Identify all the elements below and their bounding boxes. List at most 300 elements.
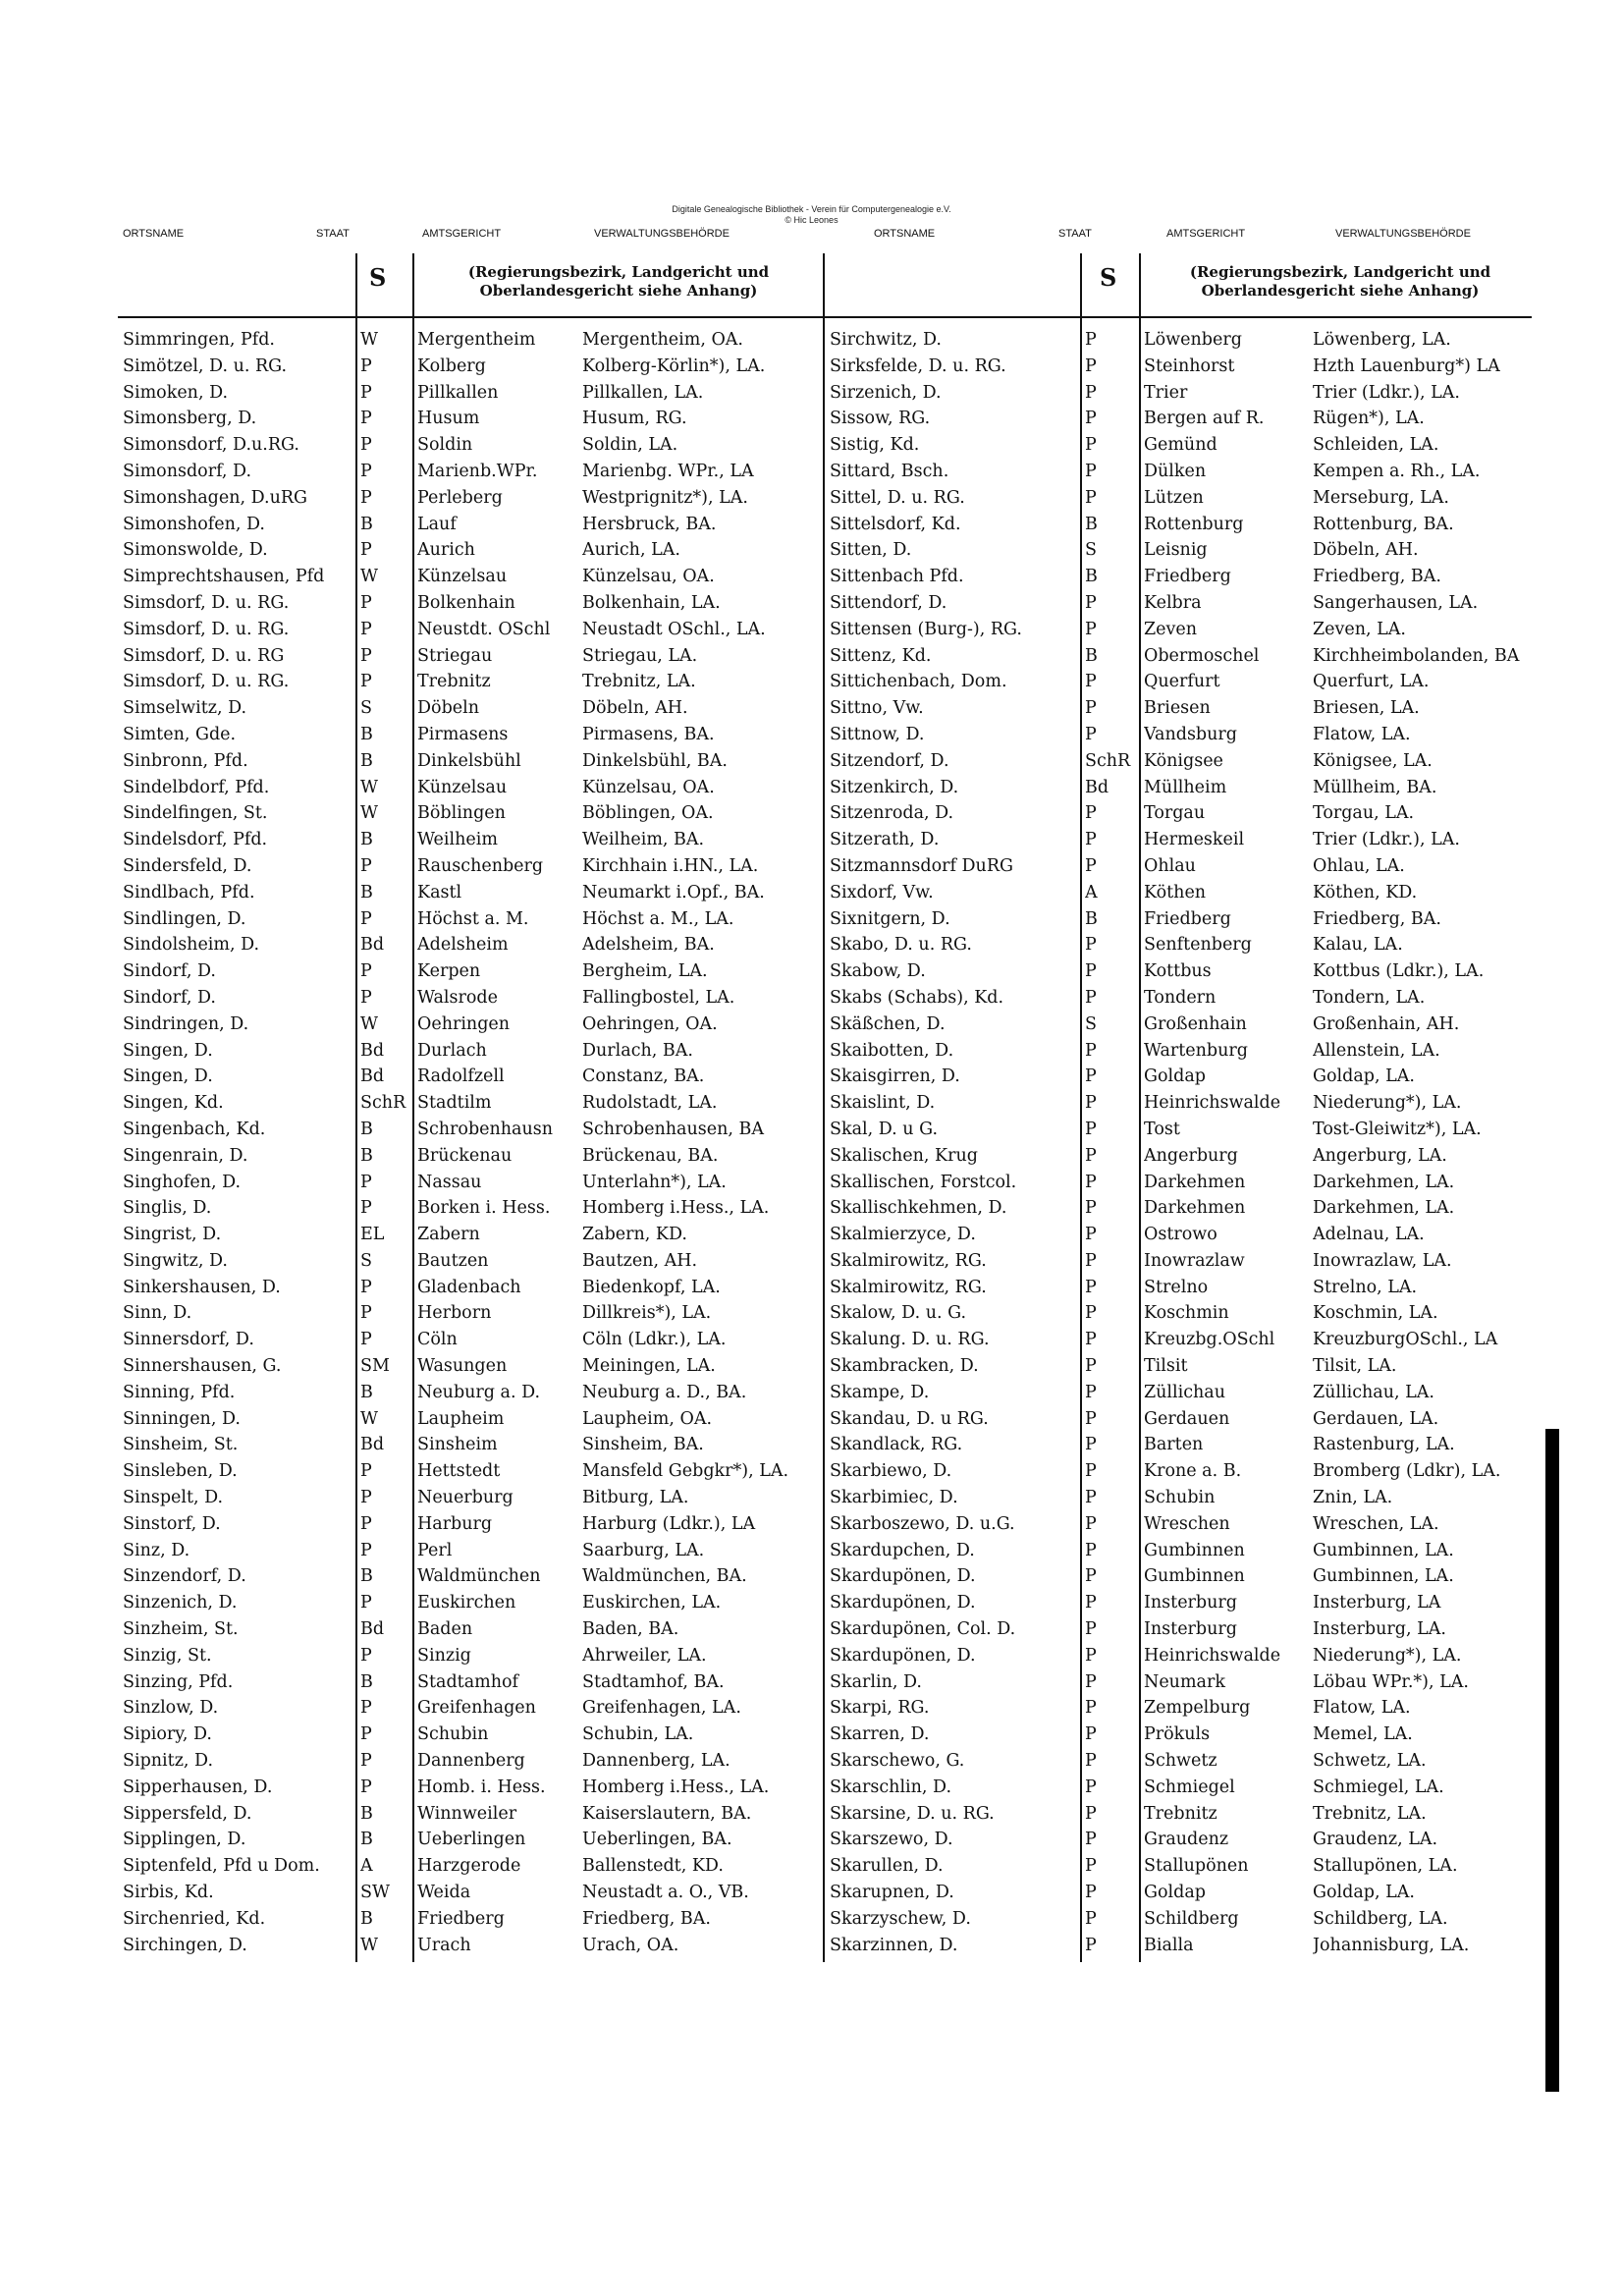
cell-staat: B — [1085, 567, 1098, 587]
cell-verwaltung: Pirmasens, BA. — [582, 724, 715, 744]
cell-ortsname: Skambracken, D. — [830, 1356, 979, 1377]
cell-ortsname: Sindorf, D. — [123, 987, 216, 1008]
cell-verwaltung: Dillkreis*), LA. — [582, 1303, 712, 1324]
cell-amtsgericht: Goldap — [1144, 1066, 1206, 1087]
cell-verwaltung: Rastenburg, LA. — [1313, 1435, 1455, 1455]
cell-ortsname: Singwitz, D. — [123, 1250, 228, 1271]
cell-ortsname: Skarzyschew, D. — [830, 1908, 971, 1929]
cell-verwaltung: Laupheim, OA. — [582, 1408, 713, 1429]
cell-amtsgericht: Höchst a. M. — [417, 908, 529, 929]
cell-ortsname: Skarbiewo, D. — [830, 1461, 952, 1482]
cell-staat: P — [360, 382, 372, 403]
staat-symbol-right: S — [1100, 263, 1117, 292]
cell-amtsgericht: Gerdauen — [1144, 1408, 1230, 1429]
cell-staat: P — [1085, 1225, 1097, 1245]
table-row — [123, 1353, 825, 1380]
cell-verwaltung: Kaiserslautern, BA. — [582, 1803, 752, 1824]
cell-staat: P — [1085, 1751, 1097, 1772]
table-row — [123, 1511, 825, 1538]
cell-verwaltung: Constanz, BA. — [582, 1066, 705, 1087]
cell-staat: P — [1085, 1488, 1097, 1508]
cell-verwaltung: Soldin, LA. — [582, 435, 678, 456]
cell-amtsgericht: Schwetz — [1144, 1751, 1217, 1772]
cell-ortsname: Sinzing, Pfd. — [123, 1671, 234, 1692]
table-row — [123, 1011, 825, 1038]
cell-verwaltung: Weilheim, BA. — [582, 830, 705, 850]
cell-verwaltung: Znin, LA. — [1313, 1488, 1393, 1508]
cell-ortsname: Skarboszewo, D. u.G. — [830, 1513, 1015, 1534]
cell-staat: P — [360, 592, 372, 613]
cell-ortsname: Sirchwitz, D. — [830, 330, 942, 350]
table-row — [830, 1906, 1537, 1933]
cell-ortsname: Sitzenkirch, D. — [830, 777, 959, 797]
scan-edge-bar — [1545, 1429, 1559, 2092]
cell-verwaltung: Goldap, LA. — [1313, 1883, 1415, 1903]
cell-staat: P — [360, 1777, 372, 1797]
cell-amtsgericht: Tilsit — [1144, 1356, 1188, 1377]
cell-staat: P — [360, 461, 372, 481]
table-row — [830, 406, 1537, 432]
table-row — [123, 1669, 825, 1696]
table-row — [123, 985, 825, 1011]
cell-staat: P — [1085, 1119, 1097, 1139]
cell-staat: P — [360, 645, 372, 666]
table-row — [830, 1933, 1537, 1959]
cell-staat: B — [1085, 645, 1098, 666]
cell-staat: B — [360, 1382, 373, 1402]
cell-amtsgericht: Pillkallen — [417, 382, 499, 403]
cell-verwaltung: Kirchhain i.HN., LA. — [582, 855, 759, 876]
table-row — [830, 1275, 1537, 1301]
cell-verwaltung: Sinsheim, BA. — [582, 1435, 704, 1455]
cell-amtsgericht: Durlach — [417, 1040, 487, 1061]
cell-ortsname: Sittichenbach, Dom. — [830, 672, 1007, 692]
cell-ortsname: Sinzenich, D. — [123, 1593, 238, 1613]
cell-ortsname: Skarszewo, D. — [830, 1830, 953, 1850]
cell-amtsgericht: Sinsheim — [417, 1435, 498, 1455]
cell-amtsgericht: Brückenau — [417, 1145, 513, 1166]
cell-verwaltung: Briesen, LA. — [1313, 698, 1420, 719]
cell-staat: P — [1085, 1435, 1097, 1455]
cell-verwaltung: Johannisburg, LA. — [1313, 1935, 1470, 1955]
cell-verwaltung: Schrobenhausen, BA — [582, 1119, 764, 1139]
cell-staat: B — [360, 1119, 373, 1139]
table-row — [123, 1195, 825, 1222]
table-row — [830, 354, 1537, 380]
table-row — [830, 512, 1537, 538]
cell-verwaltung: Rügen*), LA. — [1313, 409, 1425, 429]
cell-amtsgericht: Leisnig — [1144, 540, 1208, 561]
table-row — [123, 958, 825, 985]
cell-verwaltung: Euskirchen, LA. — [582, 1593, 722, 1613]
cell-ortsname: Sipnitz, D. — [123, 1751, 214, 1772]
table-row — [830, 1327, 1537, 1353]
cell-amtsgericht: Stadtamhof — [417, 1671, 519, 1692]
right-entries — [830, 327, 1537, 1958]
cell-amtsgericht: Gumbinnen — [1144, 1566, 1245, 1587]
cell-ortsname: Singen, D. — [123, 1066, 213, 1087]
cell-verwaltung: Zabern, KD. — [582, 1225, 687, 1245]
cell-amtsgericht: Angerburg — [1144, 1145, 1238, 1166]
cell-amtsgericht: Stadtilm — [417, 1093, 492, 1114]
cell-verwaltung: Schmiegel, LA. — [1313, 1777, 1444, 1797]
cell-staat: P — [1085, 1356, 1097, 1377]
cell-staat: P — [1085, 1935, 1097, 1955]
table-row — [830, 1748, 1537, 1775]
table-row — [830, 617, 1537, 643]
cell-amtsgericht: Inowrazlaw — [1144, 1250, 1245, 1271]
cell-staat: P — [360, 1724, 372, 1745]
cell-verwaltung: Wreschen, LA. — [1313, 1513, 1439, 1534]
cell-verwaltung: Trebnitz, LA. — [582, 672, 696, 692]
cell-amtsgericht: Husum — [417, 409, 480, 429]
table-row — [123, 1827, 825, 1853]
table-row — [123, 1590, 825, 1616]
cell-staat: P — [1085, 1461, 1097, 1482]
cell-verwaltung: Memel, LA. — [1313, 1724, 1413, 1745]
table-row — [830, 1353, 1537, 1380]
cell-verwaltung: Friedberg, BA. — [582, 1908, 711, 1929]
cell-staat: P — [360, 1488, 372, 1508]
cell-ortsname: Sindolsheim, D. — [123, 935, 260, 956]
table-row — [123, 485, 825, 512]
cell-verwaltung: Marienbg. WPr., LA — [582, 461, 754, 481]
cell-staat: P — [1085, 935, 1097, 956]
cell-ortsname: Sistig, Kd. — [830, 435, 920, 456]
cell-staat: P — [1085, 382, 1097, 403]
cell-staat: P — [360, 487, 372, 508]
cell-ortsname: Skardupönen, Col. D. — [830, 1619, 1016, 1640]
table-row — [830, 669, 1537, 695]
table-row — [123, 512, 825, 538]
cell-amtsgericht: Kastl — [417, 882, 462, 902]
cell-amtsgericht: Senftenberg — [1144, 935, 1252, 956]
cell-verwaltung: Kolberg-Körlin*), LA. — [582, 355, 766, 376]
cell-verwaltung: Niederung*), LA. — [1313, 1645, 1462, 1666]
cell-verwaltung: Merseburg, LA. — [1313, 487, 1449, 508]
cell-amtsgericht: Homb. i. Hess. — [417, 1777, 546, 1797]
cell-ortsname: Sindlbach, Pfd. — [123, 882, 255, 902]
cell-ortsname: Simonshofen, D. — [123, 514, 265, 534]
cell-staat: P — [1085, 1724, 1097, 1745]
table-row — [830, 432, 1537, 459]
cell-ortsname: Skardupönen, D. — [830, 1593, 976, 1613]
cell-ortsname: Sirchenried, Kd. — [123, 1908, 266, 1929]
cell-ortsname: Sissow, RG. — [830, 409, 931, 429]
table-row — [123, 1485, 825, 1511]
cell-verwaltung: Hzth Lauenburg*) LA — [1313, 355, 1500, 376]
cell-amtsgericht: Harzgerode — [417, 1856, 521, 1877]
cell-amtsgericht: Kerpen — [417, 961, 481, 982]
cell-ortsname: Singlis, D. — [123, 1198, 212, 1219]
cell-verwaltung: Pillkallen, LA. — [582, 382, 704, 403]
cell-staat: P — [360, 908, 372, 929]
cell-amtsgericht: Heinrichswalde — [1144, 1645, 1281, 1666]
header-ortsname-right: ORTSNAME — [874, 228, 936, 240]
table-row — [830, 853, 1537, 880]
cell-amtsgericht: Gladenbach — [417, 1277, 521, 1297]
table-row — [123, 1853, 825, 1880]
table-row — [830, 1775, 1537, 1801]
cell-staat: Bd — [1085, 777, 1109, 797]
cell-staat: P — [1085, 1883, 1097, 1903]
cell-staat: P — [1085, 1382, 1097, 1402]
cell-amtsgericht: Borken i. Hess. — [417, 1198, 551, 1219]
table-row — [123, 1563, 825, 1590]
cell-amtsgericht: Neustdt. OSchl — [417, 619, 551, 639]
staat-symbol-left: S — [369, 263, 387, 292]
table-row — [830, 1248, 1537, 1275]
table-row — [830, 1616, 1537, 1643]
cell-staat: P — [360, 672, 372, 692]
cell-verwaltung: Homberg i.Hess., LA. — [582, 1198, 770, 1219]
cell-amtsgericht: Rauschenberg — [417, 855, 544, 876]
cell-ortsname: Sinzendorf, D. — [123, 1566, 246, 1587]
cell-verwaltung: Saarburg, LA. — [582, 1540, 705, 1560]
cell-amtsgericht: Mergentheim — [417, 330, 536, 350]
cell-staat: P — [1085, 1803, 1097, 1824]
cell-verwaltung: Bergheim, LA. — [582, 961, 708, 982]
cell-ortsname: Singenbach, Kd. — [123, 1119, 266, 1139]
cell-verwaltung: Trebnitz, LA. — [1313, 1803, 1427, 1824]
cell-ortsname: Skarschewo, G. — [830, 1751, 965, 1772]
cell-verwaltung: Gumbinnen, LA. — [1313, 1540, 1454, 1560]
cell-ortsname: Sindelsdorf, Pfd. — [123, 830, 268, 850]
table-row — [123, 564, 825, 590]
cell-staat: P — [1085, 461, 1097, 481]
cell-verwaltung: Durlach, BA. — [582, 1040, 693, 1061]
cell-verwaltung: Schildberg, LA. — [1313, 1908, 1448, 1929]
cell-ortsname: Sindringen, D. — [123, 1013, 249, 1034]
cell-ortsname: Skalmirowitz, RG. — [830, 1250, 987, 1271]
cell-verwaltung: Urach, OA. — [582, 1935, 679, 1955]
table-row — [830, 1011, 1537, 1038]
table-row — [830, 1563, 1537, 1590]
cell-ortsname: Sitten, D. — [830, 540, 912, 561]
cell-staat: P — [1085, 1040, 1097, 1061]
cell-amtsgericht: Trier — [1144, 382, 1188, 403]
cell-ortsname: Simten, Gde. — [123, 724, 237, 744]
cell-ortsname: Skaisgirren, D. — [830, 1066, 960, 1087]
cell-ortsname: Sinningen, D. — [123, 1408, 241, 1429]
cell-staat: P — [1085, 1908, 1097, 1929]
cell-verwaltung: Höchst a. M., LA. — [582, 908, 734, 929]
table-row — [123, 617, 825, 643]
cell-ortsname: Simoken, D. — [123, 382, 229, 403]
cell-amtsgericht: Ueberlingen — [417, 1830, 526, 1850]
cell-ortsname: Singhofen, D. — [123, 1172, 242, 1192]
cell-staat: P — [1085, 1671, 1097, 1692]
cell-amtsgericht: Trebnitz — [1144, 1803, 1217, 1824]
cell-ortsname: Sitzenroda, D. — [830, 803, 954, 824]
cell-amtsgericht: Steinhorst — [1144, 355, 1235, 376]
cell-verwaltung: Striegau, LA. — [582, 645, 698, 666]
table-row — [830, 800, 1537, 827]
cell-ortsname: Sitzerath, D. — [830, 830, 940, 850]
cell-verwaltung: Greifenhagen, LA. — [582, 1698, 741, 1719]
cell-staat: P — [1085, 855, 1097, 876]
cell-amtsgericht: Strelno — [1144, 1277, 1209, 1297]
cell-ortsname: Sinnershausen, G. — [123, 1356, 282, 1377]
cell-ortsname: Simselwitz, D. — [123, 698, 247, 719]
cell-ortsname: Skandlack, RG. — [830, 1435, 963, 1455]
cell-verwaltung: Insterburg, LA — [1313, 1593, 1441, 1613]
cell-ortsname: Sittnow, D. — [830, 724, 925, 744]
cell-amtsgericht: Weida — [417, 1883, 471, 1903]
cell-verwaltung: Friedberg, BA. — [1313, 908, 1441, 929]
cell-ortsname: Skaislint, D. — [830, 1093, 936, 1114]
cell-staat: P — [360, 1593, 372, 1613]
cell-verwaltung: Tost-Gleiwitz*), LA. — [1313, 1119, 1482, 1139]
cell-amtsgericht: Nassau — [417, 1172, 482, 1192]
cell-verwaltung: Flatow, LA. — [1313, 1698, 1411, 1719]
cell-ortsname: Simonshagen, D.uRG — [123, 487, 308, 508]
table-row — [123, 1906, 825, 1933]
cell-staat: S — [360, 698, 372, 719]
cell-ortsname: Singen, Kd. — [123, 1093, 224, 1114]
cell-verwaltung: Darkehmen, LA. — [1313, 1198, 1455, 1219]
cell-verwaltung: Großenhain, AH. — [1313, 1013, 1460, 1034]
cell-ortsname: Skardupönen, D. — [830, 1645, 976, 1666]
cell-amtsgericht: Müllheim — [1144, 777, 1227, 797]
cell-verwaltung: Hersbruck, BA. — [582, 514, 717, 534]
cell-amtsgericht: Kolberg — [417, 355, 486, 376]
cell-staat: B — [360, 1830, 373, 1850]
cell-amtsgericht: Böblingen — [417, 803, 506, 824]
cell-verwaltung: Böblingen, OA. — [582, 803, 714, 824]
cell-staat: P — [360, 987, 372, 1008]
table-row — [830, 985, 1537, 1011]
cell-ortsname: Sipplingen, D. — [123, 1830, 246, 1850]
cell-amtsgericht: Neumark — [1144, 1671, 1225, 1692]
cell-amtsgericht: Insterburg — [1144, 1619, 1237, 1640]
table-row — [830, 1222, 1537, 1248]
cell-ortsname: Sinzheim, St. — [123, 1619, 239, 1640]
cell-verwaltung: Köthen, KD. — [1313, 882, 1418, 902]
table-row — [123, 459, 825, 485]
header-verwaltung-right: VERWALTUNGSBEHÖRDE — [1335, 228, 1471, 240]
left-entries — [123, 327, 825, 1958]
cell-verwaltung: Döbeln, AH. — [582, 698, 688, 719]
cell-verwaltung: Insterburg, LA. — [1313, 1619, 1446, 1640]
cell-staat: P — [1085, 1066, 1097, 1087]
cell-amtsgericht: Hermeskeil — [1144, 830, 1245, 850]
cell-ortsname: Sittel, D. u. RG. — [830, 487, 965, 508]
table-row — [123, 643, 825, 670]
table-row — [830, 643, 1537, 670]
cell-amtsgericht: Löwenberg — [1144, 330, 1242, 350]
table-row — [830, 327, 1537, 354]
cell-amtsgericht: Herborn — [417, 1303, 492, 1324]
cell-amtsgericht: Querfurt — [1144, 672, 1220, 692]
cell-verwaltung: Tondern, LA. — [1313, 987, 1426, 1008]
cell-amtsgericht: Baden — [417, 1619, 473, 1640]
cell-ortsname: Sixdorf, Vw. — [830, 882, 934, 902]
cell-staat: P — [1085, 1856, 1097, 1877]
table-row — [123, 1933, 825, 1959]
cell-staat: P — [360, 409, 372, 429]
cell-staat: EL — [360, 1225, 385, 1245]
cell-verwaltung: Ahrweiler, LA. — [582, 1645, 707, 1666]
cell-ortsname: Skalow, D. u. G. — [830, 1303, 967, 1324]
table-row — [830, 1695, 1537, 1722]
cell-amtsgericht: Zeven — [1144, 619, 1198, 639]
table-row — [830, 1485, 1537, 1511]
cell-verwaltung: Waldmünchen, BA. — [582, 1566, 747, 1587]
cell-verwaltung: Ballenstedt, KD. — [582, 1856, 724, 1877]
cell-verwaltung: Brückenau, BA. — [582, 1145, 719, 1166]
cell-verwaltung: Koschmin, LA. — [1313, 1303, 1438, 1324]
cell-amtsgericht: Darkehmen — [1144, 1198, 1246, 1219]
cell-ortsname: Skarbimiec, D. — [830, 1488, 958, 1508]
cell-amtsgericht: Waldmünchen — [417, 1566, 541, 1587]
cell-amtsgericht: Bialla — [1144, 1935, 1194, 1955]
cell-staat: Bd — [360, 1619, 385, 1640]
cell-amtsgericht: Dannenberg — [417, 1751, 525, 1772]
cell-verwaltung: Goldap, LA. — [1313, 1066, 1415, 1087]
cell-amtsgericht: Oehringen — [417, 1013, 511, 1034]
cell-ortsname: Sirbis, Kd. — [123, 1883, 214, 1903]
cell-ortsname: Skalung. D. u. RG. — [830, 1330, 990, 1350]
cell-ortsname: Skalischen, Krug — [830, 1145, 978, 1166]
cell-staat: P — [360, 1198, 372, 1219]
cell-staat: P — [1085, 1777, 1097, 1797]
cell-amtsgericht: Schrobenhausn — [417, 1119, 554, 1139]
cell-amtsgericht: Wartenburg — [1144, 1040, 1248, 1061]
cell-ortsname: Sindersfeld, D. — [123, 855, 252, 876]
cell-ortsname: Simsdorf, D. u. RG. — [123, 672, 290, 692]
cell-staat: P — [1085, 1540, 1097, 1560]
cell-verwaltung: Oehringen, OA. — [582, 1013, 718, 1034]
cell-staat: S — [1085, 1013, 1097, 1034]
table-row — [123, 406, 825, 432]
cell-staat: P — [1085, 1145, 1097, 1166]
cell-ortsname: Sinning, Pfd. — [123, 1382, 236, 1402]
table-row — [123, 380, 825, 407]
cell-amtsgericht: Soldin — [417, 435, 473, 456]
cell-amtsgericht: Döbeln — [417, 698, 479, 719]
cell-ortsname: Sindelfingen, St. — [123, 803, 268, 824]
cell-ortsname: Skarschlin, D. — [830, 1777, 952, 1797]
cell-amtsgericht: Vandsburg — [1144, 724, 1237, 744]
cell-ortsname: Singen, D. — [123, 1040, 213, 1061]
cell-ortsname: Sinbronn, Pfd. — [123, 750, 248, 771]
table-row — [123, 354, 825, 380]
cell-ortsname: Sittensen (Burg-), RG. — [830, 619, 1022, 639]
cell-staat: P — [1085, 1250, 1097, 1271]
cell-ortsname: Skabow, D. — [830, 961, 926, 982]
cell-amtsgericht: Dinkelsbühl — [417, 750, 521, 771]
cell-amtsgericht: Walsrode — [417, 987, 498, 1008]
cell-staat: P — [1085, 1566, 1097, 1587]
cell-verwaltung: Kirchheimbolanden, BA — [1313, 645, 1520, 666]
cell-staat: P — [1085, 1645, 1097, 1666]
cell-verwaltung: Adelsheim, BA. — [582, 935, 715, 956]
cell-ortsname: Sinkershausen, D. — [123, 1277, 281, 1297]
cell-ortsname: Sirchingen, D. — [123, 1935, 247, 1955]
cell-staat: P — [1085, 435, 1097, 456]
table-row — [830, 775, 1537, 801]
cell-amtsgericht: Weilheim — [417, 830, 498, 850]
cell-ortsname: Skal, D. u G. — [830, 1119, 939, 1139]
table-row — [123, 880, 825, 906]
table-row — [830, 932, 1537, 958]
cell-ortsname: Simonsdorf, D.u.RG. — [123, 435, 299, 456]
cell-staat: B — [1085, 514, 1098, 534]
cell-amtsgericht: Briesen — [1144, 698, 1211, 719]
cell-amtsgericht: Hettstedt — [417, 1461, 501, 1482]
cell-verwaltung: Zeven, LA. — [1313, 619, 1406, 639]
